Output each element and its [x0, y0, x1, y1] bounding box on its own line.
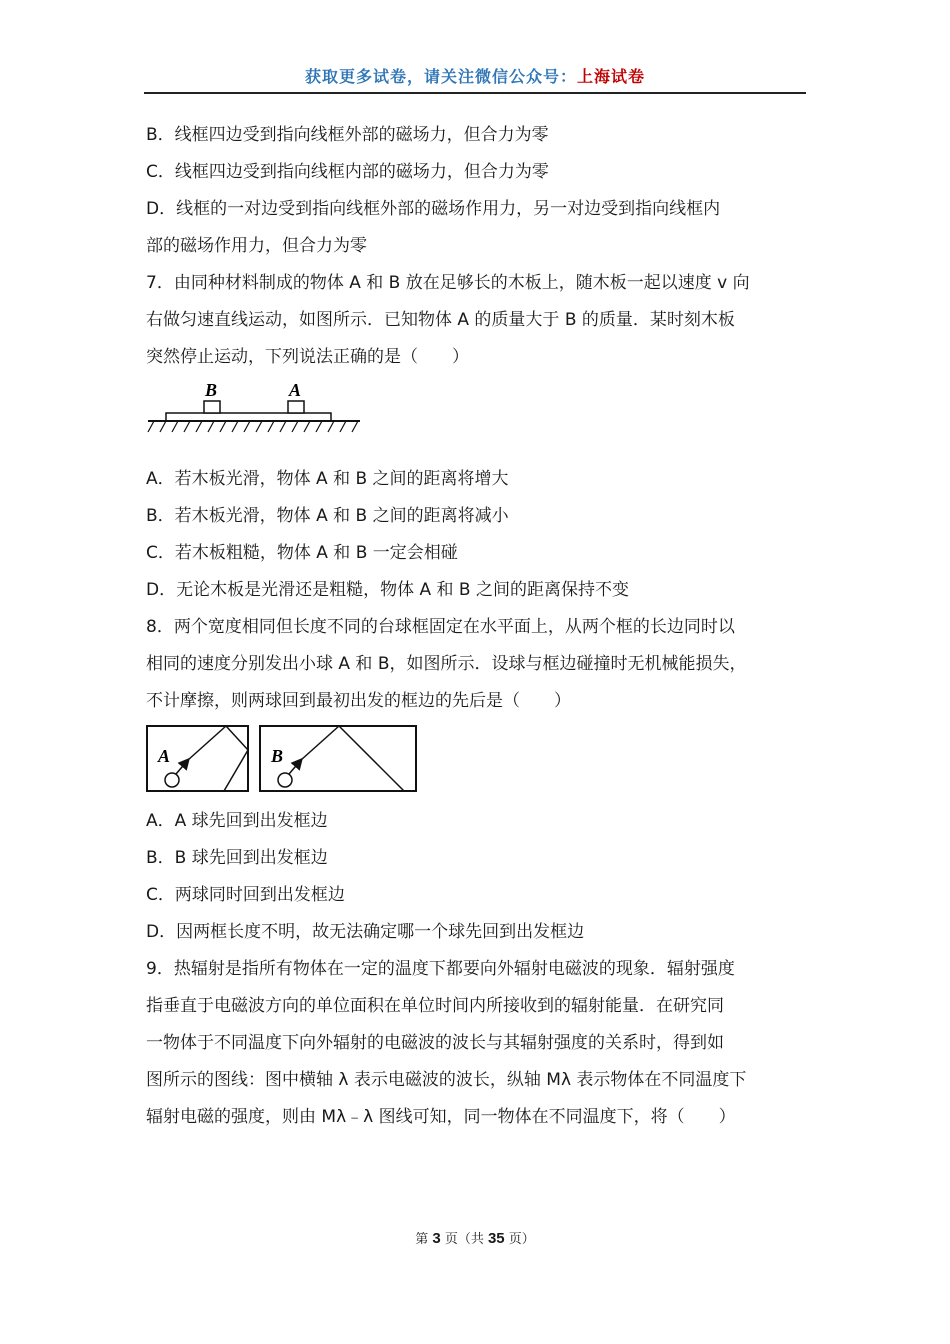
- option-line: 部的磁场作用力，但合力为零: [146, 236, 367, 256]
- option-line: B．B 球先回到出发框边: [146, 848, 328, 868]
- option-line: D．因两框长度不明，故无法确定哪一个球先回到出发框边: [146, 922, 585, 942]
- header-prefix: 获取更多试卷，请关注微信公众号：: [304, 67, 577, 86]
- footer-mid: 页（共: [440, 1232, 488, 1247]
- label-a: A: [158, 746, 171, 766]
- question-line: 辐射电磁的强度，则由 Mλ﹣λ 图线可知，同一物体在不同温度下，将（ ）: [146, 1107, 736, 1127]
- label-a: A: [289, 380, 302, 400]
- option-line: B．线框四边受到指向线框外部的磁场力，但合力为零: [146, 125, 549, 145]
- question-line: 8．两个宽度相同但长度不同的台球框固定在水平面上，从两个框的长边同时以: [146, 617, 735, 637]
- option-line: D．无论木板是光滑还是粗糙，物体 A 和 B 之间的距离保持不变: [146, 580, 629, 600]
- option-line: A．若木板光滑，物体 A 和 B 之间的距离将增大: [146, 469, 509, 489]
- question-line: 图所示的图线：图中横轴 λ 表示电磁波的波长，纵轴 Mλ 表示物体在不同温度下: [146, 1070, 747, 1090]
- option-line: D．线框的一对边受到指向线框外部的磁场作用力，另一对边受到指向线框内: [146, 199, 721, 219]
- footer-post: 页）: [504, 1232, 535, 1247]
- figure-blocks-on-board: [140, 376, 370, 436]
- footer-pre: 第: [415, 1232, 433, 1247]
- header-account: 上海试卷: [577, 67, 646, 86]
- question-line: 9．热辐射是指所有物体在一定的温度下都要向外辐射电磁波的现象．辐射强度: [146, 959, 735, 979]
- figure-billiard-frames: [144, 722, 420, 794]
- question-line: 一物体于不同温度下向外辐射的电磁波的波长与其辐射强度的关系时，得到如: [146, 1033, 724, 1053]
- page-number: 3: [432, 1230, 441, 1247]
- question-line: 突然停止运动，下列说法正确的是（ ）: [146, 347, 469, 367]
- option-line: B．若木板光滑，物体 A 和 B 之间的距离将减小: [146, 506, 509, 526]
- option-line: C．若木板粗糙，物体 A 和 B 一定会相碰: [146, 543, 458, 563]
- question-line: 不计摩擦，则两球回到最初出发的框边的先后是（ ）: [146, 691, 571, 711]
- option-line: C．线框四边受到指向线框内部的磁场力，但合力为零: [146, 162, 549, 182]
- page-header: [144, 64, 806, 94]
- option-line: A．A 球先回到出发框边: [146, 811, 328, 831]
- question-line: 7．由同种材料制成的物体 A 和 B 放在足够长的木板上，随木板一起以速度 v 向: [146, 273, 750, 293]
- question-line: 相同的速度分别发出小球 A 和 B，如图所示．设球与框边碰撞时无机械能损失，: [146, 654, 747, 674]
- question-line: 指垂直于电磁波方向的单位面积在单位时间内所接收到的辐射能量．在研究同: [146, 996, 724, 1016]
- option-line: C．两球同时回到出发框边: [146, 885, 345, 905]
- question-line: 右做匀速直线运动，如图所示．已知物体 A 的质量大于 B 的质量．某时刻木板: [146, 310, 735, 330]
- label-b: B: [205, 380, 218, 400]
- label-b: B: [271, 746, 284, 766]
- page-total: 35: [487, 1230, 505, 1247]
- page-footer: [0, 1228, 950, 1247]
